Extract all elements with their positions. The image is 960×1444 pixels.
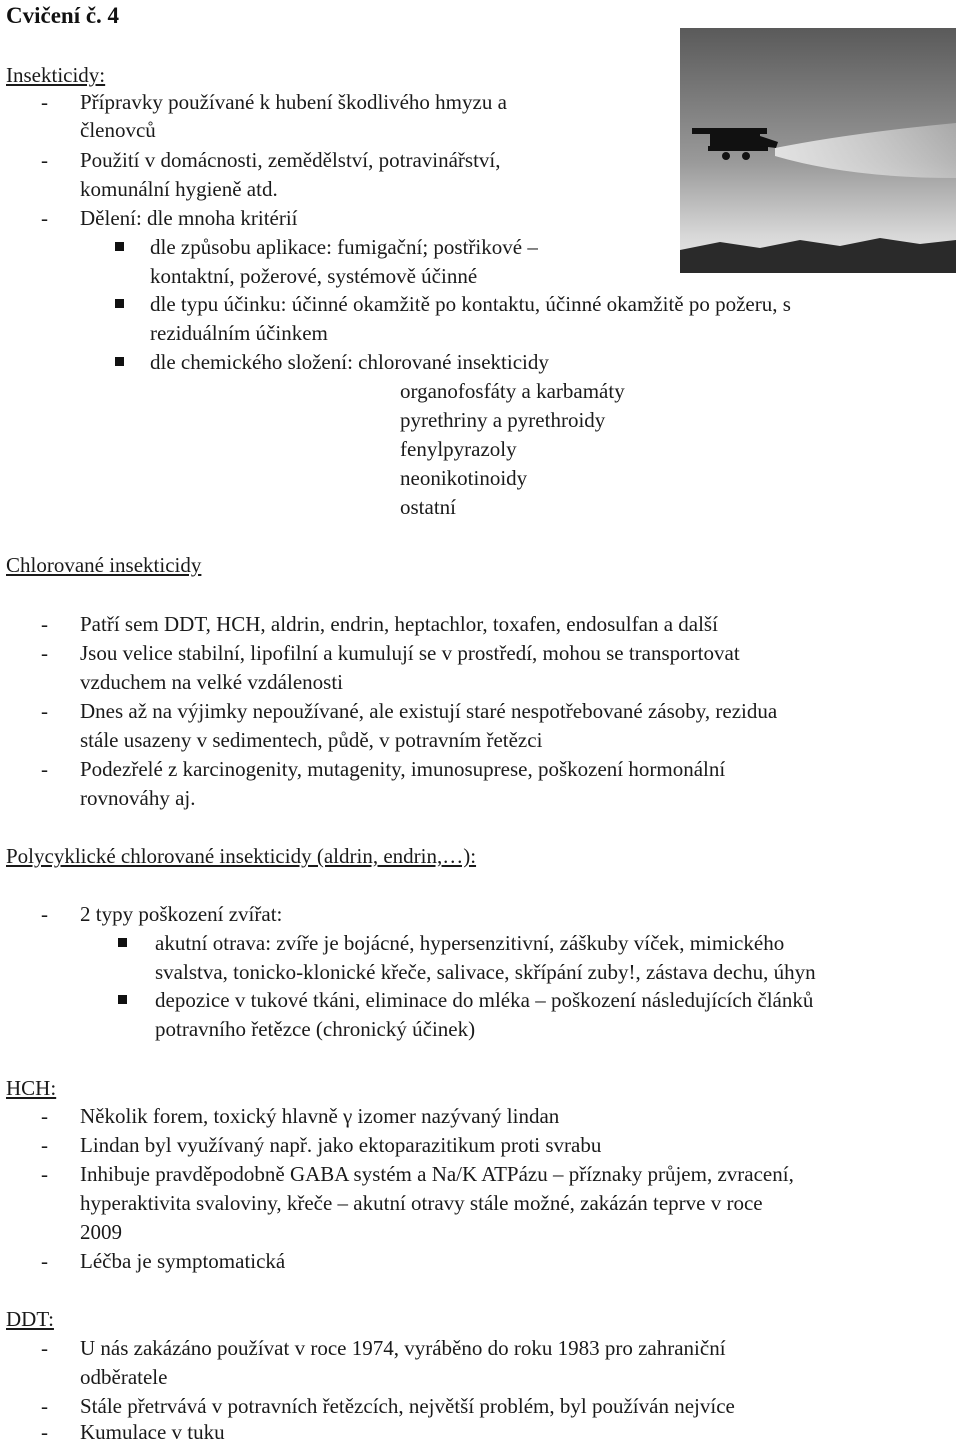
dash: - [41, 612, 48, 636]
list-item-text: Dělení: dle mnoha kritérií [80, 206, 298, 230]
list-item-text: 2009 [80, 1220, 122, 1244]
chem-list-item: pyrethriny a pyrethroidy [400, 408, 606, 432]
square-bullet-icon [115, 299, 124, 308]
dash: - [41, 641, 48, 665]
dash: - [41, 206, 48, 230]
list-item-text: Lindan byl využívaný např. jako ektoparazitikum proti svrabu [80, 1133, 602, 1157]
dash: - [41, 1249, 48, 1273]
list-item-text: rovnováhy aj. [80, 786, 196, 810]
chem-list-item: neonikotinoidy [400, 466, 528, 490]
page-title: Cvičení č. 4 [6, 3, 120, 28]
dash: - [41, 757, 48, 781]
square-bullet-icon [115, 357, 124, 366]
list-item-text: komunální hygieně atd. [80, 177, 278, 201]
sub-item-text: dle způsobu aplikace: fumigační; postřikové – [150, 235, 538, 259]
list-item-text: stále usazeny v sedimentech, půdě, v potravním řetězci [80, 728, 543, 752]
square-bullet-icon [118, 938, 127, 947]
dash: - [41, 1420, 48, 1444]
dash: - [41, 1394, 48, 1418]
dash: - [41, 1336, 48, 1360]
sub-item-text: potravního řetězce (chronický účinek) [155, 1017, 476, 1041]
square-bullet-icon [115, 242, 124, 251]
dash: - [41, 1133, 48, 1157]
sub-item-text: dle typu účinku: účinné okamžitě po kontaktu, účinné okamžitě po požeru, s [150, 292, 791, 316]
section-heading-chlorovane: Chlorované insekticidy [6, 553, 202, 577]
dash: - [41, 1104, 48, 1128]
list-item-text: Dnes až na výjimky nepoužívané, ale existují staré nespotřebované zásoby, rezidua [80, 699, 778, 723]
list-item-text: Inhibuje pravděpodobně GABA systém a Na/K ATPázu – příznaky průjem, zvracení, [80, 1162, 794, 1186]
list-item-text: členovců [80, 118, 156, 142]
list-item-text: vzduchem na velké vzdálenosti [80, 670, 343, 694]
list-item-text: hyperaktivita svaloviny, křeče – akutní otravy stále možné, zakázán teprve v roce [80, 1191, 763, 1215]
dash: - [41, 699, 48, 723]
sub-item-text: dle chemického složení: chlorované insekticidy [150, 350, 549, 374]
list-item-text: odběratele [80, 1365, 168, 1389]
sub-item-text: svalstva, tonicko-klonické křeče, salivace, skřípání zuby!, zástava dechu, úhyn [155, 960, 816, 984]
list-item-text: 2 typy poškození zvířat: [80, 902, 283, 926]
sub-item-text: kontaktní, požerové, systémově účinné [150, 264, 478, 288]
sub-item-text: akutní otrava: zvíře je bojácné, hypersenzitivní, záškuby víček, mimického [155, 931, 785, 955]
sub-item-text: depozice v tukové tkáni, eliminace do mléka – poškození následujících článků [155, 988, 814, 1012]
list-item-text: Několik forem, toxický hlavně γ izomer nazývaný lindan [80, 1104, 560, 1128]
list-item-text: Léčba je symptomatická [80, 1249, 286, 1273]
section-heading-ddt: DDT: [6, 1307, 54, 1331]
dash: - [41, 902, 48, 926]
biplane-photo [680, 28, 956, 273]
chem-list-item: organofosfáty a karbamáty [400, 379, 625, 403]
list-item-text: Patří sem DDT, HCH, aldrin, endrin, heptachlor, toxafen, endosulfan a další [80, 612, 718, 636]
chem-list-item: ostatní [400, 495, 456, 519]
list-item-text: U nás zakázáno používat v roce 1974, vyráběno do roku 1983 pro zahraniční [80, 1336, 726, 1360]
list-item-text: Podezřelé z karcinogenity, mutagenity, imunosuprese, poškození hormonální [80, 757, 726, 781]
section-heading-polycyklicke: Polycyklické chlorované insekticidy (aldrin, endrin,…): [6, 844, 477, 868]
section-heading-hch: HCH: [6, 1076, 57, 1100]
list-item-text: Použití v domácnosti, zemědělství, potravinářství, [80, 148, 501, 172]
sub-item-text: reziduálním účinkem [150, 321, 328, 345]
list-item-text: Jsou velice stabilní, lipofilní a kumulují se v prostředí, mohou se transportovat [80, 641, 740, 665]
dash: - [41, 90, 48, 114]
dash: - [41, 1162, 48, 1186]
list-item-text: Stále přetrvává v potravních řetězcích, největší problém, byl používán nejvíce [80, 1394, 735, 1418]
list-item-text: Přípravky používané k hubení škodlivého hmyzu a [80, 90, 507, 114]
list-item-text: Kumulace v tuku [80, 1420, 225, 1444]
square-bullet-icon [118, 995, 127, 1004]
dash: - [41, 148, 48, 172]
section-heading-insekticidy: Insekticidy: [6, 63, 106, 87]
chem-list-item: fenylpyrazoly [400, 437, 517, 461]
